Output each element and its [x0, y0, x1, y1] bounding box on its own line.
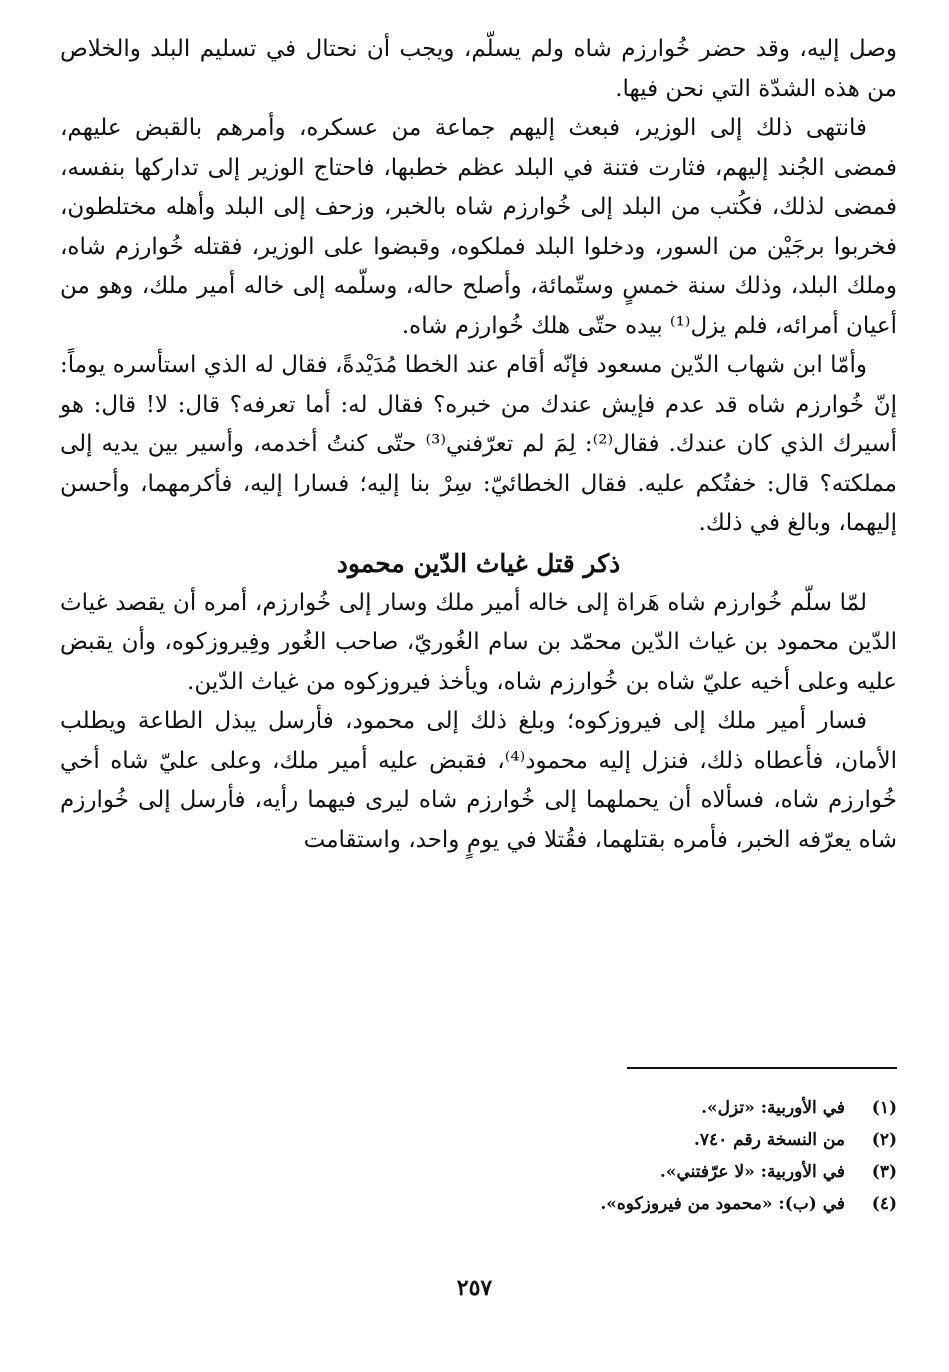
footnote-text: في (ب): «محمود من فيروزكوه». — [600, 1194, 845, 1214]
paragraph-4: لمّا سلّم خُوارزم شاه هَراة إلى خاله أمير ملك وسار إلى خُوارزم، أمره أن يقصد غياث الدّين محمود بن غياث الدّين محمّد بن سام الغُوريّ، صاحب الغُور وفِيروزكوه، وأن يقبض عليه وعلى أخيه عليّ شاه بن خُوارزم شاه، ويأخذ فيروزكوه من غياث الدّين. — [60, 589, 897, 695]
footnote — [197, 1092, 897, 1124]
footnote — [197, 1188, 897, 1220]
paragraph-5: فسار أمير ملك إلى فيروزكوه؛ وبلغ ذلك إلى محمود، فأرسل يبذل الطاعة ويطلب الأمان، فأعطاه ذلك، فنزل إليه محمود⁽⁴⁾، فقبض عليه أمير ملك، وعلى عليّ شاه أخي خُوارزم شاه، فسألاه أن يحملهما إلى خُوارزم شاه ليرى فيهما رأيه، فأرسل إلى خُوارزم شاه يعرّفه الخبر، فأمره بقتلهما، فقُتلا في يومٍ واحد، واستقامت — [60, 708, 898, 853]
footnote-text: من النسخة رقم ٧٤٠. — [693, 1130, 845, 1150]
page-number: ٢٥٧ — [456, 1275, 493, 1301]
footnote-number: (٣) — [871, 1162, 897, 1182]
section-heading: ذكر قتل غياث الدّين محمود — [336, 548, 621, 578]
footnote-divider — [627, 1067, 897, 1069]
footnote-number: (١) — [871, 1098, 897, 1118]
main-text — [60, 30, 897, 860]
paragraph-3: وأمّا ابن شهاب الدّين مسعود فإنّه أقام عند الخطا مُدَيْدةً، فقال له الذي استأسره يوماً: إنّ خُوارزم شاه قد عدم فإيش عندك من خبره؟ فقال له: أما تعرفه؟ قال: لا! قال: هو أسيرك الذي كان عندك. فقال⁽²⁾: لِمَ لم تعرّفني⁽³⁾ حتّى كنتُ أخدمه، وأسير بين يديه إلى مملكته؟ قال: خفتُكم عليه. فقال الخطائيّ: سِرْ بنا إليه؛ فسارا إليه، فأكرمهما، وأحسن إليهما، وبالغ في ذلك. — [60, 352, 897, 536]
footnotes — [197, 1092, 897, 1220]
footnote — [197, 1156, 897, 1188]
paragraph-2: فانتهى ذلك إلى الوزير، فبعث إليهم جماعة من عسكره، وأمرهم بالقبض عليهم، فمضى الجُند إليهم، فثارت فتنة في البلد عظم خطبها، فاحتاج الوزير إلى تداركها بنفسه، فمضى لذلك، فكُتب من البلد إلى خُوارزم شاه بالخبر، وزحف إلى البلد وأهله مختلطون، فخربوا برجَيْن من السور، ودخلوا البلد فملكوه، وقبضوا على الوزير، فقتله خُوارزم شاه، وملك البلد، وذلك سنة خمسٍ وستّمائة، وأصلح حاله، وسلّمه إلى خاله أمير ملك، وهو من أعيان أمرائه، فلم يزل⁽¹⁾ بيده حتّى هلك خُوارزم شاه. — [60, 115, 897, 339]
footnote-text: في الأوربية: «لا عرّفتني». — [659, 1162, 845, 1182]
paragraph-1: وصل إليه، وقد حضر خُوارزم شاه ولم يسلّم، ويجب أن نحتال في تسليم البلد والخلاص من هذه الشدّة التي نحن فيها. — [60, 36, 897, 102]
footnote-number: (٢) — [871, 1130, 897, 1150]
footnote-text: في الأوربية: «تزل». — [701, 1098, 845, 1118]
footnote-number: (٤) — [871, 1194, 897, 1214]
footnote — [197, 1124, 897, 1156]
